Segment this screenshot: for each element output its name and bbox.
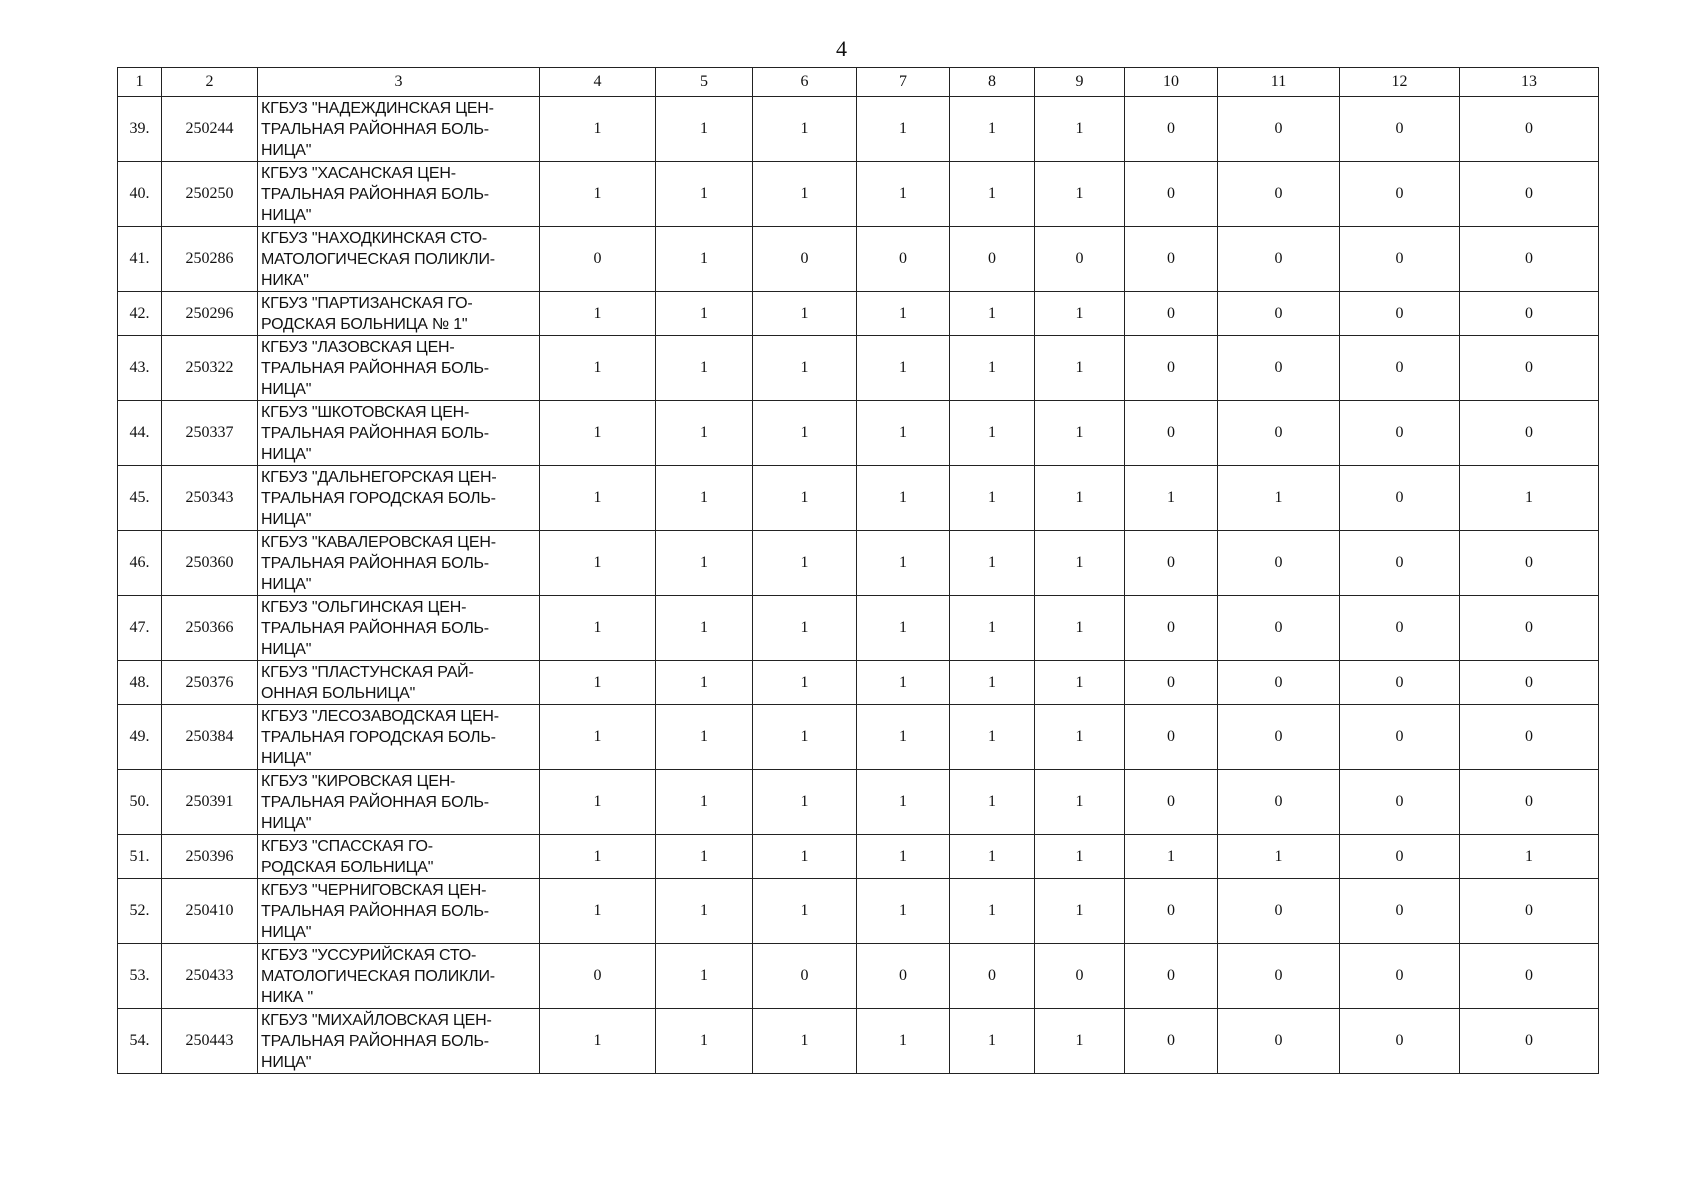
value-cell-col-12: 0 <box>1340 879 1460 944</box>
table-row <box>118 596 1599 661</box>
organization-code: 250410 <box>162 879 258 944</box>
value-cell-col-10: 0 <box>1125 162 1218 227</box>
value-cell-col-8: 0 <box>950 944 1035 1009</box>
value-cell-col-4: 1 <box>540 1009 656 1074</box>
value-cell-col-6: 1 <box>753 596 857 661</box>
organization-name-line: НИЦА" <box>261 206 312 224</box>
value-cell-col-8: 1 <box>950 879 1035 944</box>
value-cell-col-13: 0 <box>1460 661 1599 705</box>
organization-name-line: РОДСКАЯ БОЛЬНИЦА" <box>261 858 434 876</box>
column-header-4: 4 <box>540 68 656 97</box>
value-cell-col-11: 0 <box>1218 770 1340 835</box>
table-row <box>118 227 1599 292</box>
column-header-6: 6 <box>753 68 857 97</box>
organization-name-line: НИЦА" <box>261 1053 312 1071</box>
value-cell-col-13: 0 <box>1460 705 1599 770</box>
value-cell-col-10: 0 <box>1125 97 1218 162</box>
organization-name-line: НИЦА" <box>261 923 312 941</box>
row-number: 50. <box>118 770 162 835</box>
value-cell-col-12: 0 <box>1340 336 1460 401</box>
organization-name <box>258 336 540 401</box>
organization-name-line: КГБУЗ "ЛЕСОЗАВОДСКАЯ ЦЕН- <box>261 707 499 725</box>
value-cell-col-8: 0 <box>950 227 1035 292</box>
row-number: 39. <box>118 97 162 162</box>
value-cell-col-12: 0 <box>1340 97 1460 162</box>
table-row <box>118 162 1599 227</box>
value-cell-col-6: 1 <box>753 835 857 879</box>
value-cell-col-8: 1 <box>950 705 1035 770</box>
table-row <box>118 835 1599 879</box>
organization-code: 250322 <box>162 336 258 401</box>
value-cell-col-10: 0 <box>1125 531 1218 596</box>
value-cell-col-11: 0 <box>1218 879 1340 944</box>
column-header-10: 10 <box>1125 68 1218 97</box>
value-cell-col-8: 1 <box>950 596 1035 661</box>
value-cell-col-13: 0 <box>1460 596 1599 661</box>
value-cell-col-11: 0 <box>1218 596 1340 661</box>
value-cell-col-11: 0 <box>1218 531 1340 596</box>
value-cell-col-8: 1 <box>950 770 1035 835</box>
value-cell-col-5: 1 <box>656 97 753 162</box>
value-cell-col-12: 0 <box>1340 401 1460 466</box>
value-cell-col-10: 1 <box>1125 835 1218 879</box>
value-cell-col-5: 1 <box>656 531 753 596</box>
value-cell-col-12: 0 <box>1340 705 1460 770</box>
organization-code: 250286 <box>162 227 258 292</box>
value-cell-col-13: 0 <box>1460 336 1599 401</box>
value-cell-col-9: 1 <box>1035 835 1125 879</box>
value-cell-col-5: 1 <box>656 596 753 661</box>
value-cell-col-13: 0 <box>1460 1009 1599 1074</box>
column-header-13: 13 <box>1460 68 1599 97</box>
organization-name-line: НИЦА" <box>261 640 312 658</box>
column-header-7: 7 <box>857 68 950 97</box>
column-header-2: 2 <box>162 68 258 97</box>
table-row <box>118 661 1599 705</box>
column-header-3: 3 <box>258 68 540 97</box>
value-cell-col-7: 1 <box>857 835 950 879</box>
organization-name-line: КГБУЗ "ШКОТОВСКАЯ ЦЕН- <box>261 403 470 421</box>
value-cell-col-4: 1 <box>540 401 656 466</box>
table-row <box>118 770 1599 835</box>
value-cell-col-13: 0 <box>1460 531 1599 596</box>
value-cell-col-7: 1 <box>857 879 950 944</box>
value-cell-col-5: 1 <box>656 292 753 336</box>
organization-name-line: КГБУЗ "НАДЕЖДИНСКАЯ ЦЕН- <box>261 99 494 117</box>
value-cell-col-11: 1 <box>1218 466 1340 531</box>
organization-name-line: НИЦА" <box>261 380 312 398</box>
table-row <box>118 466 1599 531</box>
value-cell-col-11: 0 <box>1218 661 1340 705</box>
header-row <box>118 68 1599 97</box>
organization-name <box>258 466 540 531</box>
value-cell-col-12: 0 <box>1340 227 1460 292</box>
value-cell-col-13: 1 <box>1460 835 1599 879</box>
value-cell-col-6: 1 <box>753 1009 857 1074</box>
value-cell-col-13: 0 <box>1460 97 1599 162</box>
value-cell-col-8: 1 <box>950 162 1035 227</box>
organization-name-line: НИКА " <box>261 988 313 1006</box>
value-cell-col-8: 1 <box>950 336 1035 401</box>
value-cell-col-5: 1 <box>656 227 753 292</box>
organization-code: 250366 <box>162 596 258 661</box>
organization-name-line: КГБУЗ "ЧЕРНИГОВСКАЯ ЦЕН- <box>261 881 487 899</box>
row-number: 45. <box>118 466 162 531</box>
row-number: 42. <box>118 292 162 336</box>
organization-code: 250391 <box>162 770 258 835</box>
page-number: 4 <box>836 36 847 61</box>
organization-name-line: ТРАЛЬНАЯ РАЙОННАЯ БОЛЬ- <box>261 359 489 377</box>
organization-code: 250250 <box>162 162 258 227</box>
value-cell-col-9: 0 <box>1035 944 1125 1009</box>
value-cell-col-7: 0 <box>857 227 950 292</box>
organization-name-line: КГБУЗ "ОЛЬГИНСКАЯ ЦЕН- <box>261 598 467 616</box>
value-cell-col-13: 1 <box>1460 466 1599 531</box>
value-cell-col-5: 1 <box>656 401 753 466</box>
value-cell-col-4: 1 <box>540 879 656 944</box>
row-number: 40. <box>118 162 162 227</box>
organization-name-line: ТРАЛЬНАЯ РАЙОННАЯ БОЛЬ- <box>261 120 489 138</box>
value-cell-col-9: 1 <box>1035 292 1125 336</box>
value-cell-col-7: 1 <box>857 292 950 336</box>
row-number: 44. <box>118 401 162 466</box>
value-cell-col-5: 1 <box>656 835 753 879</box>
value-cell-col-9: 1 <box>1035 705 1125 770</box>
value-cell-col-13: 0 <box>1460 879 1599 944</box>
organization-name-line: НИЦА" <box>261 510 312 528</box>
value-cell-col-4: 1 <box>540 705 656 770</box>
column-header-5: 5 <box>656 68 753 97</box>
organization-name-line: ОННАЯ БОЛЬНИЦА" <box>261 684 416 702</box>
organization-name-line: ТРАЛЬНАЯ РАЙОННАЯ БОЛЬ- <box>261 902 489 920</box>
organization-name-line: МАТОЛОГИЧЕСКАЯ ПОЛИКЛИ- <box>261 967 495 985</box>
data-table <box>117 67 1599 1074</box>
value-cell-col-4: 1 <box>540 596 656 661</box>
value-cell-col-7: 1 <box>857 336 950 401</box>
table-row <box>118 944 1599 1009</box>
value-cell-col-11: 0 <box>1218 705 1340 770</box>
value-cell-col-9: 1 <box>1035 770 1125 835</box>
value-cell-col-12: 0 <box>1340 466 1460 531</box>
value-cell-col-7: 1 <box>857 661 950 705</box>
value-cell-col-10: 0 <box>1125 944 1218 1009</box>
organization-name <box>258 705 540 770</box>
value-cell-col-12: 0 <box>1340 835 1460 879</box>
value-cell-col-11: 0 <box>1218 162 1340 227</box>
value-cell-col-7: 1 <box>857 466 950 531</box>
value-cell-col-10: 0 <box>1125 705 1218 770</box>
value-cell-col-11: 0 <box>1218 944 1340 1009</box>
value-cell-col-8: 1 <box>950 466 1035 531</box>
organization-name-line: ТРАЛЬНАЯ ГОРОДСКАЯ БОЛЬ- <box>261 728 496 746</box>
value-cell-col-10: 0 <box>1125 227 1218 292</box>
value-cell-col-4: 1 <box>540 770 656 835</box>
organization-code: 250360 <box>162 531 258 596</box>
value-cell-col-13: 0 <box>1460 944 1599 1009</box>
value-cell-col-8: 1 <box>950 661 1035 705</box>
table-row <box>118 336 1599 401</box>
organization-name-line: КГБУЗ "ДАЛЬНЕГОРСКАЯ ЦЕН- <box>261 468 497 486</box>
value-cell-col-4: 1 <box>540 661 656 705</box>
value-cell-col-6: 1 <box>753 97 857 162</box>
value-cell-col-5: 1 <box>656 162 753 227</box>
value-cell-col-5: 1 <box>656 770 753 835</box>
row-number: 49. <box>118 705 162 770</box>
value-cell-col-11: 0 <box>1218 292 1340 336</box>
value-cell-col-10: 0 <box>1125 770 1218 835</box>
value-cell-col-5: 1 <box>656 944 753 1009</box>
value-cell-col-9: 1 <box>1035 596 1125 661</box>
value-cell-col-7: 1 <box>857 770 950 835</box>
value-cell-col-4: 0 <box>540 227 656 292</box>
value-cell-col-12: 0 <box>1340 770 1460 835</box>
value-cell-col-4: 1 <box>540 97 656 162</box>
organization-name-line: КГБУЗ "КАВАЛЕРОВСКАЯ ЦЕН- <box>261 533 496 551</box>
organization-name-line: НИЦА" <box>261 749 312 767</box>
value-cell-col-5: 1 <box>656 336 753 401</box>
value-cell-col-9: 1 <box>1035 661 1125 705</box>
value-cell-col-10: 0 <box>1125 336 1218 401</box>
value-cell-col-8: 1 <box>950 835 1035 879</box>
table-row <box>118 292 1599 336</box>
value-cell-col-9: 1 <box>1035 336 1125 401</box>
value-cell-col-4: 0 <box>540 944 656 1009</box>
value-cell-col-6: 1 <box>753 466 857 531</box>
organization-name <box>258 596 540 661</box>
organization-name-line: КГБУЗ "МИХАЙЛОВСКАЯ ЦЕН- <box>261 1011 492 1029</box>
organization-code: 250433 <box>162 944 258 1009</box>
value-cell-col-7: 1 <box>857 596 950 661</box>
value-cell-col-4: 1 <box>540 531 656 596</box>
value-cell-col-7: 0 <box>857 944 950 1009</box>
organization-name <box>258 770 540 835</box>
value-cell-col-8: 1 <box>950 531 1035 596</box>
value-cell-col-12: 0 <box>1340 944 1460 1009</box>
value-cell-col-6: 0 <box>753 227 857 292</box>
value-cell-col-7: 1 <box>857 401 950 466</box>
value-cell-col-5: 1 <box>656 705 753 770</box>
table-row <box>118 705 1599 770</box>
value-cell-col-5: 1 <box>656 879 753 944</box>
row-number: 54. <box>118 1009 162 1074</box>
value-cell-col-11: 0 <box>1218 401 1340 466</box>
value-cell-col-6: 1 <box>753 879 857 944</box>
table-body <box>118 97 1599 1074</box>
organization-name-line: НИЦА" <box>261 575 312 593</box>
organization-name-line: КГБУЗ "НАХОДКИНСКАЯ СТО- <box>261 229 487 247</box>
value-cell-col-13: 0 <box>1460 227 1599 292</box>
value-cell-col-6: 1 <box>753 401 857 466</box>
column-header-8: 8 <box>950 68 1035 97</box>
column-header-11: 11 <box>1218 68 1340 97</box>
value-cell-col-10: 0 <box>1125 292 1218 336</box>
value-cell-col-6: 0 <box>753 944 857 1009</box>
value-cell-col-6: 1 <box>753 162 857 227</box>
value-cell-col-10: 0 <box>1125 879 1218 944</box>
row-number: 43. <box>118 336 162 401</box>
organization-name-line: НИЦА" <box>261 814 312 832</box>
value-cell-col-6: 1 <box>753 661 857 705</box>
value-cell-col-8: 1 <box>950 401 1035 466</box>
value-cell-col-10: 1 <box>1125 466 1218 531</box>
value-cell-col-9: 1 <box>1035 531 1125 596</box>
row-number: 52. <box>118 879 162 944</box>
organization-name-line: НИЦА" <box>261 141 312 159</box>
organization-name-line: КГБУЗ "ПЛАСТУНСКАЯ РАЙ- <box>261 663 474 681</box>
organization-name-line: КГБУЗ "СПАССКАЯ ГО- <box>261 837 433 855</box>
organization-name <box>258 661 540 705</box>
organization-name-line: НИКА" <box>261 271 309 289</box>
value-cell-col-9: 0 <box>1035 227 1125 292</box>
value-cell-col-7: 1 <box>857 1009 950 1074</box>
value-cell-col-5: 1 <box>656 466 753 531</box>
organization-name-line: ТРАЛЬНАЯ РАЙОННАЯ БОЛЬ- <box>261 1032 489 1050</box>
organization-name <box>258 531 540 596</box>
value-cell-col-9: 1 <box>1035 162 1125 227</box>
value-cell-col-10: 0 <box>1125 401 1218 466</box>
organization-name <box>258 1009 540 1074</box>
organization-name-line: КГБУЗ "КИРОВСКАЯ ЦЕН- <box>261 772 456 790</box>
value-cell-col-8: 1 <box>950 97 1035 162</box>
organization-name-line: ТРАЛЬНАЯ РАЙОННАЯ БОЛЬ- <box>261 424 489 442</box>
value-cell-col-6: 1 <box>753 531 857 596</box>
value-cell-col-6: 1 <box>753 292 857 336</box>
value-cell-col-10: 0 <box>1125 596 1218 661</box>
column-header-9: 9 <box>1035 68 1125 97</box>
organization-code: 250396 <box>162 835 258 879</box>
organization-code: 250296 <box>162 292 258 336</box>
row-number: 47. <box>118 596 162 661</box>
organization-name <box>258 944 540 1009</box>
row-number: 46. <box>118 531 162 596</box>
organization-name <box>258 97 540 162</box>
value-cell-col-10: 0 <box>1125 1009 1218 1074</box>
value-cell-col-9: 1 <box>1035 879 1125 944</box>
column-header-12: 12 <box>1340 68 1460 97</box>
organization-name-line: КГБУЗ "ХАСАНСКАЯ ЦЕН- <box>261 164 456 182</box>
organization-code: 250244 <box>162 97 258 162</box>
value-cell-col-7: 1 <box>857 531 950 596</box>
value-cell-col-4: 1 <box>540 162 656 227</box>
value-cell-col-12: 0 <box>1340 1009 1460 1074</box>
organization-code: 250384 <box>162 705 258 770</box>
organization-name <box>258 292 540 336</box>
row-number: 41. <box>118 227 162 292</box>
value-cell-col-10: 0 <box>1125 661 1218 705</box>
value-cell-col-9: 1 <box>1035 1009 1125 1074</box>
organization-name-line: РОДСКАЯ БОЛЬНИЦА № 1" <box>261 315 468 333</box>
value-cell-col-12: 0 <box>1340 292 1460 336</box>
value-cell-col-5: 1 <box>656 661 753 705</box>
value-cell-col-13: 0 <box>1460 770 1599 835</box>
value-cell-col-12: 0 <box>1340 531 1460 596</box>
organization-name-line: МАТОЛОГИЧЕСКАЯ ПОЛИКЛИ- <box>261 250 495 268</box>
value-cell-col-9: 1 <box>1035 466 1125 531</box>
value-cell-col-4: 1 <box>540 835 656 879</box>
value-cell-col-8: 1 <box>950 292 1035 336</box>
organization-code: 250376 <box>162 661 258 705</box>
value-cell-col-13: 0 <box>1460 292 1599 336</box>
organization-code: 250443 <box>162 1009 258 1074</box>
table-row <box>118 401 1599 466</box>
organization-name-line: ТРАЛЬНАЯ РАЙОННАЯ БОЛЬ- <box>261 554 489 572</box>
organization-name <box>258 162 540 227</box>
value-cell-col-8: 1 <box>950 1009 1035 1074</box>
organization-name <box>258 227 540 292</box>
value-cell-col-13: 0 <box>1460 162 1599 227</box>
value-cell-col-7: 1 <box>857 705 950 770</box>
value-cell-col-6: 1 <box>753 770 857 835</box>
organization-code: 250343 <box>162 466 258 531</box>
value-cell-col-6: 1 <box>753 336 857 401</box>
organization-name-line: КГБУЗ "ПАРТИЗАНСКАЯ ГО- <box>261 294 473 312</box>
table-row <box>118 531 1599 596</box>
organization-name-line: ТРАЛЬНАЯ РАЙОННАЯ БОЛЬ- <box>261 619 489 637</box>
table-row <box>118 97 1599 162</box>
value-cell-col-13: 0 <box>1460 401 1599 466</box>
value-cell-col-9: 1 <box>1035 97 1125 162</box>
organization-name <box>258 835 540 879</box>
organization-name-line: КГБУЗ "УССУРИЙСКАЯ СТО- <box>261 946 477 964</box>
organization-name-line: ТРАЛЬНАЯ РАЙОННАЯ БОЛЬ- <box>261 793 489 811</box>
organization-name-line: КГБУЗ "ЛАЗОВСКАЯ ЦЕН- <box>261 338 455 356</box>
organization-name-line: ТРАЛЬНАЯ ГОРОДСКАЯ БОЛЬ- <box>261 489 496 507</box>
value-cell-col-11: 0 <box>1218 1009 1340 1074</box>
table-row <box>118 879 1599 944</box>
organization-name-line: НИЦА" <box>261 445 312 463</box>
column-header-1: 1 <box>118 68 162 97</box>
value-cell-col-7: 1 <box>857 162 950 227</box>
value-cell-col-11: 1 <box>1218 835 1340 879</box>
row-number: 51. <box>118 835 162 879</box>
organization-name-line: ТРАЛЬНАЯ РАЙОННАЯ БОЛЬ- <box>261 185 489 203</box>
organization-name <box>258 401 540 466</box>
value-cell-col-7: 1 <box>857 97 950 162</box>
value-cell-col-12: 0 <box>1340 661 1460 705</box>
value-cell-col-12: 0 <box>1340 162 1460 227</box>
value-cell-col-11: 0 <box>1218 336 1340 401</box>
value-cell-col-4: 1 <box>540 336 656 401</box>
organization-name <box>258 879 540 944</box>
row-number: 53. <box>118 944 162 1009</box>
value-cell-col-4: 1 <box>540 466 656 531</box>
value-cell-col-4: 1 <box>540 292 656 336</box>
value-cell-col-5: 1 <box>656 1009 753 1074</box>
organization-code: 250337 <box>162 401 258 466</box>
value-cell-col-12: 0 <box>1340 596 1460 661</box>
row-number: 48. <box>118 661 162 705</box>
value-cell-col-11: 0 <box>1218 97 1340 162</box>
value-cell-col-9: 1 <box>1035 401 1125 466</box>
value-cell-col-6: 1 <box>753 705 857 770</box>
value-cell-col-11: 0 <box>1218 227 1340 292</box>
table-row <box>118 1009 1599 1074</box>
